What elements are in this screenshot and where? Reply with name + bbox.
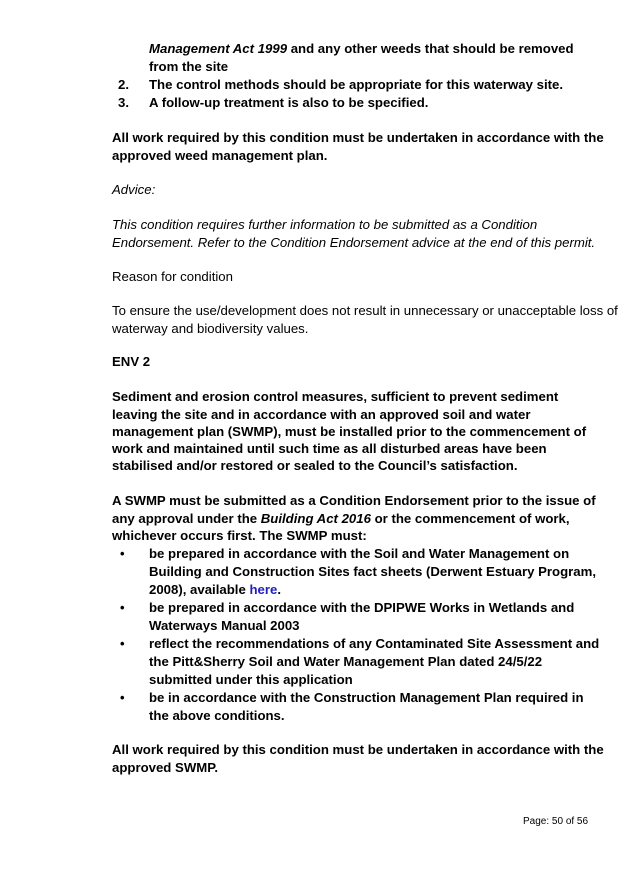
list-item-1-line-2: from the site: [149, 59, 229, 74]
bullet-4-line-2: the above conditions.: [149, 708, 285, 723]
bullet-3-line-1: reflect the recommendations of any Contaminated Site Assessment and: [149, 636, 600, 651]
list-item-1-line-1: Management Act 1999 and any other weeds that should be removed: [149, 41, 574, 56]
bullet-icon: •: [120, 600, 125, 615]
env2-para1-line-2: leaving the site and in accordance with an approved soil and water: [112, 407, 531, 422]
env2-para1-line-5: stabilised and/or restored or sealed to the Council’s satisfaction.: [112, 458, 518, 473]
reason-line-1: To ensure the use/development does not result in unnecessary or unacceptable loss of: [112, 303, 618, 318]
bullet-3-line-3: submitted under this application: [149, 672, 353, 687]
closing-line-1: All work required by this condition must be undertaken in accordance with the: [112, 742, 604, 757]
closing-line-2: approved SWMP.: [112, 760, 219, 775]
env2-para2-line-3: whichever occurs first. The SWMP must:: [112, 528, 367, 543]
act-name: Management Act 1999: [149, 41, 288, 56]
bullet-2-line-1: be prepared in accordance with the DPIPWE Works in Wetlands and: [149, 600, 575, 615]
env2-para1-line-1: Sediment and erosion control measures, sufficient to prevent sediment: [112, 389, 559, 404]
reason-label: Reason for condition: [112, 269, 233, 284]
bullet-icon: •: [120, 546, 125, 561]
list-number-2: 2.: [118, 77, 129, 92]
here-link[interactable]: here: [249, 582, 278, 597]
bullet-3-line-2: the Pitt&Sherry Soil and Water Management Plan dated 24/5/22: [149, 654, 543, 669]
list-number-3: 3.: [118, 95, 129, 110]
list-item-3: A follow-up treatment is also to be specified.: [149, 95, 429, 110]
bullet-icon: •: [120, 690, 125, 705]
reason-line-2: waterway and biodiversity values.: [112, 321, 309, 336]
work-requirement-line-2: approved weed management plan.: [112, 148, 328, 163]
env2-para1-line-4: work and maintained until such time as all disturbed areas have been: [112, 441, 547, 456]
bullet-icon: •: [120, 636, 125, 651]
advice-label: Advice:: [112, 182, 156, 197]
work-requirement-line-1: All work required by this condition must be undertaken in accordance with the: [112, 130, 604, 145]
bullet-1-line-2: Building and Construction Sites fact sheets (Derwent Estuary Program,: [149, 564, 596, 579]
bullet-1-line-3: 2008), available here.: [149, 582, 281, 597]
list-item-2: The control methods should be appropriate for this waterway site.: [149, 77, 564, 92]
bullet-1-line-1: be prepared in accordance with the Soil and Water Management on: [149, 546, 570, 561]
env2-para2-line-2: any approval under the Building Act 2016 or the commencement of work,: [112, 511, 570, 526]
env2-para1-line-3: management plan (SWMP), must be installed prior to the commencement of: [112, 424, 587, 439]
env2-para2-line-1: A SWMP must be submitted as a Condition Endorsement prior to the issue of: [112, 493, 596, 508]
page-number: Page: 50 of 56: [523, 816, 589, 827]
env2-heading: ENV 2: [112, 354, 151, 369]
building-act-name: Building Act 2016: [260, 511, 371, 526]
bullet-4-line-1: be in accordance with the Construction Management Plan required in: [149, 690, 584, 705]
bullet-2-line-2: Waterways Manual 2003: [149, 618, 300, 633]
advice-line-2: Endorsement. Refer to the Condition Endorsement advice at the end of this permit.: [112, 235, 596, 250]
advice-line-1: This condition requires further information to be submitted as a Condition: [112, 217, 538, 232]
